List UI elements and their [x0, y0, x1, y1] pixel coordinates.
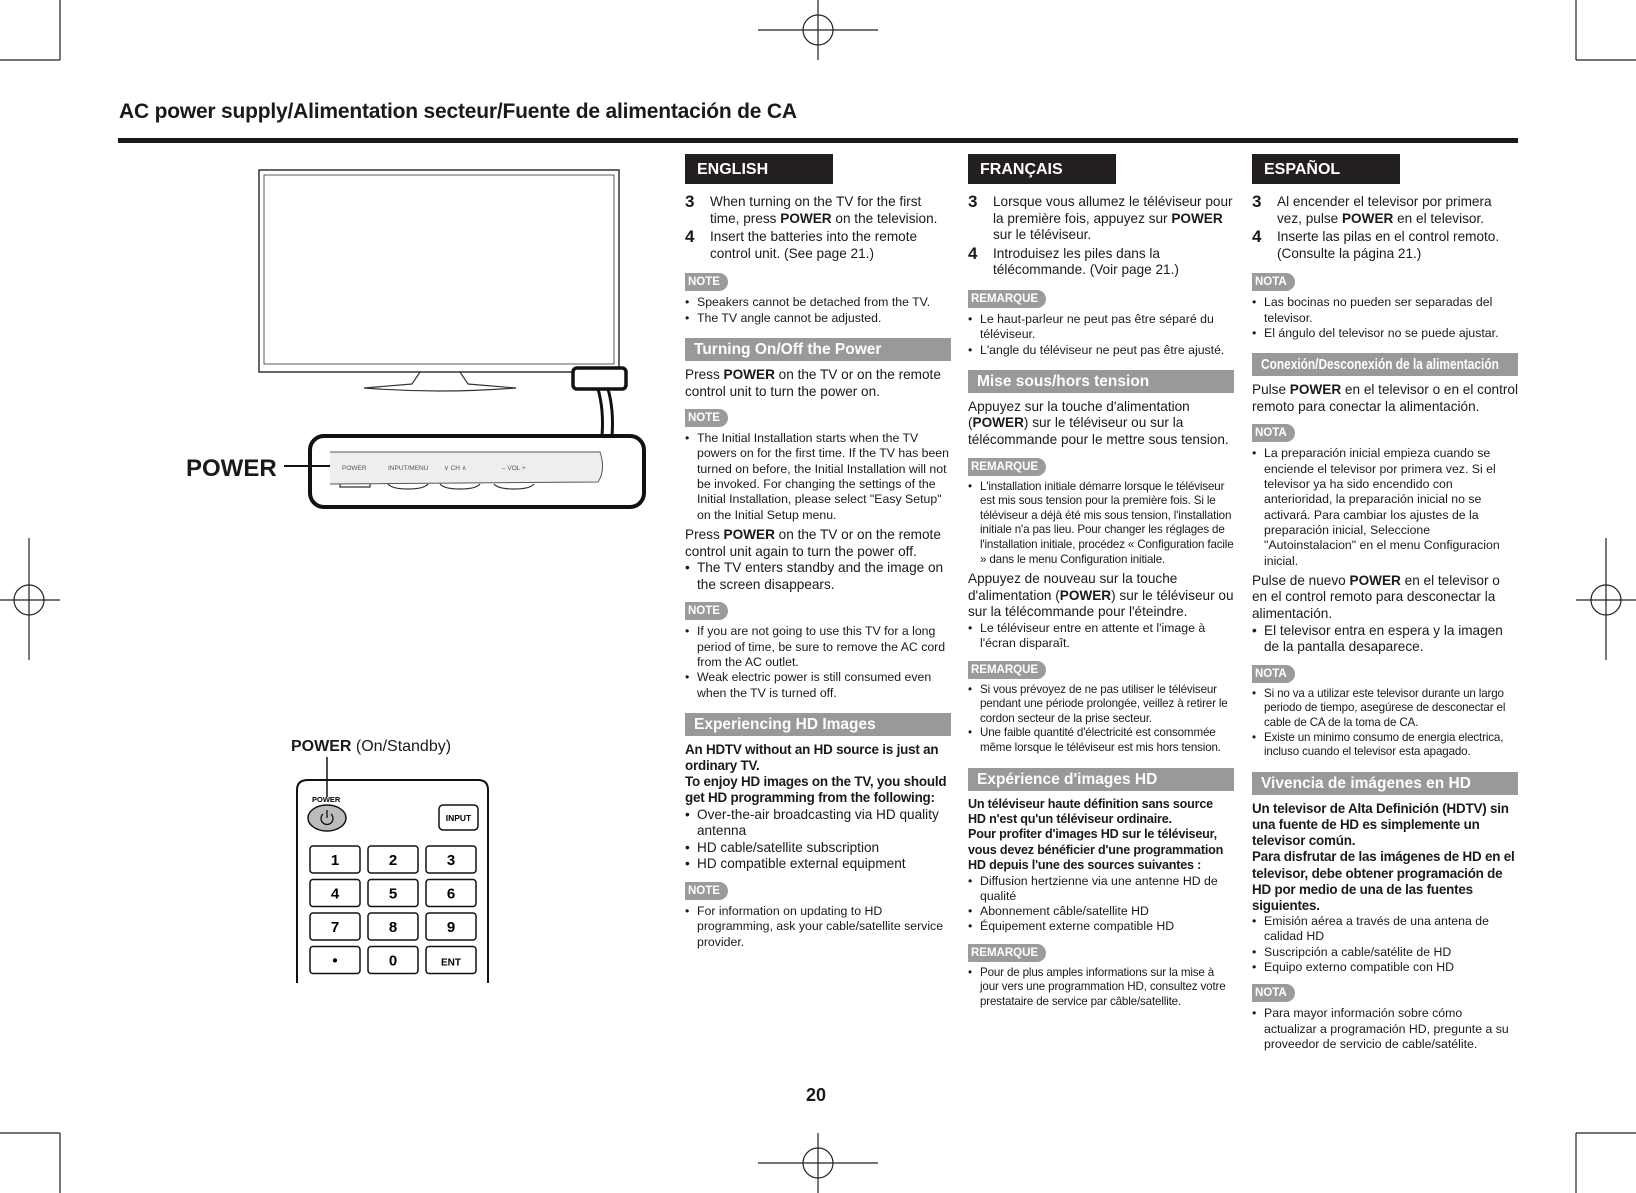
text-segment: Le haut-parleur ne peut pas être séparé du téléviseur.: [980, 311, 1214, 342]
note-label: NOTE: [685, 409, 728, 427]
bullet-list: [685, 624, 951, 700]
text-segment: POWER: [1341, 210, 1394, 226]
list-item: [968, 621, 1234, 652]
text-segment: Emisión aérea a través de una antena de calidad HD: [1264, 914, 1489, 944]
bullet-list: [1252, 295, 1518, 341]
remote-key-label: 3: [446, 852, 456, 869]
text-segment: POWER: [723, 526, 775, 542]
step-number: 3: [1252, 192, 1262, 211]
remote-caption: POWER (On/Standby): [291, 738, 452, 755]
remote-key: [426, 913, 476, 940]
list-item: [1252, 326, 1518, 341]
step-number: 3: [685, 192, 695, 211]
note-heading: [685, 264, 951, 295]
note-label: NOTE: [685, 273, 728, 291]
bullet-list: [968, 874, 1234, 935]
step-item: [685, 229, 951, 262]
text-segment: HD cable/satellite subscription: [697, 839, 880, 855]
text-segment: For information on updating to HD programming, ask your cable/satellite service provider.: [697, 903, 944, 949]
column-french: [968, 154, 1234, 1010]
language-header: FRANÇAIS: [968, 154, 1116, 184]
remote-power-label: POWER: [312, 795, 341, 804]
paragraph: [1252, 382, 1518, 415]
note-label: NOTE: [685, 882, 728, 900]
text-segment: POWER: [1059, 587, 1112, 603]
note-heading: [685, 400, 951, 431]
note-label: REMARQUE: [968, 661, 1046, 679]
bold-paragraph: An HDTV without an HD source is just an ordinary TV.: [685, 741, 939, 773]
text-segment: El televisor entra en espera y la imagen de la pantalla desaparece.: [1264, 622, 1503, 655]
remote-key-label: 7: [330, 919, 340, 936]
paragraph: [968, 571, 1234, 621]
list-item: [685, 807, 951, 840]
text-segment: Existe un minimo consumo de energia electrica, incluso cuando el televisor esta apagado.: [1264, 730, 1504, 759]
step-number: 4: [968, 243, 978, 263]
paragraph: [1252, 573, 1518, 623]
list-item: [968, 343, 1234, 358]
text-segment: Over-the-air broadcasting via HD quality antenna: [697, 806, 939, 839]
bullet-list: [968, 480, 1234, 568]
remote-key: [310, 880, 360, 907]
bold-paragraph: Un téléviseur haute définition sans source HD n'est qu'un téléviseur ordinaire.: [968, 796, 1213, 826]
remote-key: [368, 947, 418, 974]
paragraph: [685, 367, 951, 400]
tv-illustration: [0, 0, 680, 1193]
text-segment: POWER: [1349, 572, 1401, 588]
text-segment: L'angle du téléviseur ne peut pas être ajusté.: [980, 342, 1225, 357]
list-item: [685, 856, 951, 873]
list-item: [685, 840, 951, 857]
list-item: [685, 904, 951, 950]
panel-label-power: POWER: [342, 465, 367, 472]
remote-key: [310, 947, 360, 974]
list-item: [685, 560, 951, 593]
text-segment: Las bocinas no pueden ser separadas del televisor.: [1264, 295, 1493, 325]
list-item: [1252, 623, 1518, 656]
remote-key: [310, 846, 360, 873]
list-item: [1252, 446, 1518, 568]
section-header: [685, 338, 951, 361]
paragraph: [685, 527, 951, 560]
step-item: [968, 194, 1234, 244]
text-segment: sur le téléviseur.: [993, 227, 1092, 243]
language-header: ENGLISH: [685, 154, 833, 184]
bullet-list: [1252, 914, 1518, 975]
text-segment: en el televisor o en el control remoto para desconectar la alimentación.: [1252, 572, 1500, 622]
text-segment: POWER: [780, 210, 832, 226]
remote-input-label: INPUT: [445, 813, 472, 823]
text-segment: ) sur le téléviseur ou sur la télécommande pour l'éteindre.: [968, 587, 1234, 620]
text-segment: Abonnement câble/satellite HD: [980, 904, 1149, 919]
list-item: [685, 295, 951, 310]
panel-label-ch: ∨ CH ∧: [444, 465, 467, 472]
bullet-list: [1252, 623, 1518, 656]
remote-key-label: 1: [330, 852, 340, 869]
remote-key: [368, 846, 418, 873]
remote-key: [426, 880, 476, 907]
text-segment: The TV enters standby and the image on the screen disappears.: [697, 560, 944, 592]
text-segment: Introduisez les piles dans la télécommande. (Voir page 21.): [993, 245, 1179, 278]
text-segment: Insert the batteries into the remote control unit. (See page 21.): [710, 229, 918, 261]
text-segment: Appuyez de nouveau sur la touche d'alimentation (: [968, 571, 1178, 603]
text-segment: The Initial Installation starts when the TV powers on for the first time. If the TV has been turned on before, the Initial Installation will not be invoked. For changing the settings of the Initial Installation, please select "Easy Setup" on the Initial Setup menu.: [697, 431, 949, 522]
remote-key-label: 5: [388, 885, 398, 903]
power-callout: POWER: [186, 455, 277, 482]
note-label: NOTA: [1252, 424, 1295, 442]
bold-paragraph: Para disfrutar de las imágenes de HD en el televisor, debe obtener programación de HD por medio de una de las fuentes siguientes.: [1252, 849, 1515, 913]
note-heading: [685, 873, 951, 904]
list-item: [1252, 914, 1518, 945]
text-segment: Si no va a utilizar este televisor durante un largo periodo de tiempo, asegúrese de desconectar el cable de CA de la toma de CA.: [1264, 686, 1506, 729]
section-header: [1252, 772, 1518, 795]
bullet-list: [685, 904, 951, 950]
note-label: REMARQUE: [968, 290, 1046, 308]
text-segment: Equipo externo compatible con HD: [1264, 960, 1455, 975]
text-segment: Speakers cannot be detached from the TV.: [697, 295, 931, 310]
list-item: [1252, 731, 1518, 760]
step-item: [1252, 229, 1518, 262]
bullet-list: [1252, 687, 1518, 760]
remote-key: [368, 913, 418, 940]
step-item: [1252, 194, 1518, 227]
step-number: 3: [968, 192, 978, 211]
page-title: AC power supply/Alimentation secteur/Fuente de alimentación de CA: [119, 100, 797, 123]
note-heading: [968, 652, 1234, 683]
text-segment: on the TV or on the remote control unit to turn the power on.: [685, 366, 941, 399]
list-item: [1252, 687, 1518, 731]
text-segment: POWER: [972, 415, 1024, 431]
note-label: REMARQUE: [968, 458, 1046, 476]
remote-key: [426, 846, 476, 873]
list-item: [968, 966, 1234, 1010]
text-segment: on the television.: [831, 210, 938, 226]
remote-key-label: 6: [446, 885, 456, 903]
text-segment: Le téléviseur entre en attente et l'image à l'écran disparaît.: [980, 620, 1206, 651]
power-button-location: [573, 368, 626, 389]
text-segment: Al encender el televisor por primera vez, pulse: [1277, 194, 1492, 226]
text-segment: Weak electric power is still consumed even when the TV is turned off.: [697, 670, 932, 700]
list-item: [685, 311, 951, 326]
note-heading: [968, 449, 1234, 480]
list-item: [968, 904, 1234, 919]
bullet-list: [685, 295, 951, 326]
text-segment: Suscripción a cable/satélite de HD: [1264, 944, 1452, 959]
text-segment: El ángulo del televisor no se puede ajustar.: [1264, 325, 1499, 340]
text-segment: Lorsque vous allumez le téléviseur pour la première fois, appuyez sur: [993, 194, 1233, 226]
remote-key: [426, 947, 476, 974]
text-segment: en el televisor.: [1393, 210, 1485, 226]
section-title: Mise sous/hors tension: [977, 372, 1150, 390]
section-title: Turning On/Off the Power: [694, 340, 882, 358]
bullet-list: [685, 431, 951, 523]
list-item: [1252, 945, 1518, 960]
note-heading: [1252, 415, 1518, 446]
note-heading: [968, 935, 1234, 966]
section-header: [685, 713, 951, 736]
text-segment: en el televisor o en el control remoto para conectar la alimentación.: [1252, 382, 1518, 414]
text-segment: Press: [685, 526, 724, 542]
language-header: ESPAÑOL: [1252, 154, 1400, 184]
remote-key-label: 4: [330, 885, 340, 903]
text-segment: Si vous prévoyez de ne pas utiliser le téléviseur pendant une période prolongée, veillez à retirer le cordon secteur de la prise secteur.: [980, 682, 1228, 725]
bullet-list: [968, 312, 1234, 358]
text-segment: POWER: [1171, 210, 1223, 226]
note-heading: [1252, 975, 1518, 1006]
list-item: [1252, 960, 1518, 975]
bullet-list: [1252, 446, 1518, 568]
remote-key-label: 0: [388, 952, 398, 970]
section-title: Conexión/Desconexión de la alimentación: [1261, 357, 1499, 374]
step-number: 4: [685, 227, 695, 247]
page-number: 20: [806, 1085, 827, 1105]
section-title: Vivencia de imágenes en HD: [1261, 774, 1471, 792]
note-label: NOTA: [1252, 665, 1295, 683]
text-segment: Pour de plus amples informations sur la mise à jour vers une programmation HD, consultez votre prestataire de service par câble/satellite.: [980, 965, 1226, 1008]
text-segment: Équipement externe compatible HD: [980, 919, 1175, 934]
bullet-list: [968, 966, 1234, 1010]
step-item: [968, 243, 1234, 279]
remote-key: [310, 913, 360, 940]
bullet-list: [1252, 1006, 1518, 1052]
remote-key-label: 9: [446, 919, 456, 936]
remote-key-label: 8: [388, 919, 398, 936]
bullet-list: [685, 560, 951, 593]
note-heading: [1252, 656, 1518, 687]
text-segment: When turning on the TV for the first time, press: [710, 194, 922, 226]
section-title: Expérience d'images HD: [977, 770, 1158, 788]
remote-key-label: 2: [388, 852, 398, 869]
note-heading: [685, 593, 951, 624]
bold-paragraph: Pour profiter d'images HD sur le téléviseur, vous devez bénéficier d'une programmation HD depuis l'une des sources suivantes :: [968, 827, 1224, 873]
text-segment: Diffusion hertzienne via une antenne HD de qualité: [980, 873, 1218, 903]
text-segment: POWER: [1289, 382, 1342, 398]
text-segment: Press: [685, 366, 724, 382]
bold-paragraph: To enjoy HD images on the TV, you should get HD programming from the following:: [685, 774, 947, 806]
text-segment: Para mayor información sobre cómo actualizar a programación HD, pregunte a su proveedor de servicio de cable/satélite.: [1264, 1006, 1509, 1051]
bullet-list: [968, 621, 1234, 652]
column-spanish: [1252, 154, 1518, 1052]
note-label: NOTA: [1252, 273, 1295, 291]
note-label: NOTA: [1252, 984, 1295, 1002]
note-label: REMARQUE: [968, 944, 1046, 962]
text-segment: HD compatible external equipment: [697, 856, 906, 872]
text-segment: The TV angle cannot be adjusted.: [697, 310, 882, 325]
list-item: [968, 874, 1234, 905]
paragraph: [968, 399, 1234, 449]
list-item: [968, 726, 1234, 755]
text-segment: La preparación inicial empieza cuando se enciende el televisor por primera vez. Si el televisor ya ha sido encendido con anterioridad, la preparación inicial no se activará. Para cambiar los ajustes de la preparación inicial, Seleccione "Autoinstalacion" en el menu Configuracion inicial.: [1264, 446, 1500, 568]
text-segment: on the TV or on the remote control unit again to turn the power off.: [685, 526, 941, 559]
note-heading: [1252, 264, 1518, 295]
list-item: [968, 480, 1234, 568]
section-header: [968, 768, 1234, 791]
text-segment: If you are not going to use this TV for a long period of time, be sure to remove the AC cord from the AC outlet.: [697, 624, 946, 669]
text-segment: Pulse: [1252, 382, 1290, 398]
remote-key: [368, 880, 418, 907]
remote-key-label: •: [332, 952, 338, 970]
text-segment: Appuyez sur la touche d'alimentation (: [968, 398, 1190, 431]
column-english: [685, 154, 951, 950]
list-item: [1252, 295, 1518, 326]
step-item: [685, 194, 951, 227]
remote-key-label: ENT: [441, 957, 461, 969]
list-item: [968, 683, 1234, 727]
text-segment: POWER: [723, 366, 775, 382]
text-segment: Pulse de nuevo: [1252, 572, 1350, 588]
list-item: [685, 431, 951, 523]
list-item: [968, 312, 1234, 343]
note-label: NOTE: [685, 602, 728, 620]
note-heading: [968, 281, 1234, 312]
panel-label-vol: – VOL +: [502, 465, 526, 472]
text-segment: Une faible quantité d'électricité est consommée même lorsque le téléviseur est mis hors tension.: [980, 726, 1221, 754]
bullet-list: [685, 807, 951, 873]
section-header: [968, 370, 1234, 393]
text-segment: Inserte las pilas en el control remoto. (Consulte la página 21.): [1277, 229, 1500, 261]
list-item: [968, 919, 1234, 934]
text-segment: ) sur le téléviseur ou sur la télécommande pour le mettre sous tension.: [968, 415, 1229, 448]
list-item: [685, 624, 951, 670]
text-segment: L'installation initiale démarre lorsque le téléviseur est mis sous tension pour la première fois. Si le téléviseur a déjà été mis sous tension, l'installation initiale n'a pas lieu. Pour changer les réglages de l'installation initiale, procédez « Configuration facile » dans le menu Configuration initiale.: [980, 479, 1234, 566]
list-item: [685, 670, 951, 701]
list-item: [1252, 1006, 1518, 1052]
step-number: 4: [1252, 227, 1262, 247]
section-header: [1252, 353, 1518, 376]
section-title: Experiencing HD Images: [694, 715, 876, 733]
bullet-list: [968, 683, 1234, 756]
panel-label-input-menu: INPUT/MENU: [388, 465, 429, 472]
bold-paragraph: Un televisor de Alta Definición (HDTV) sin una fuente de HD es simplemente un televisor común.: [1252, 800, 1509, 849]
